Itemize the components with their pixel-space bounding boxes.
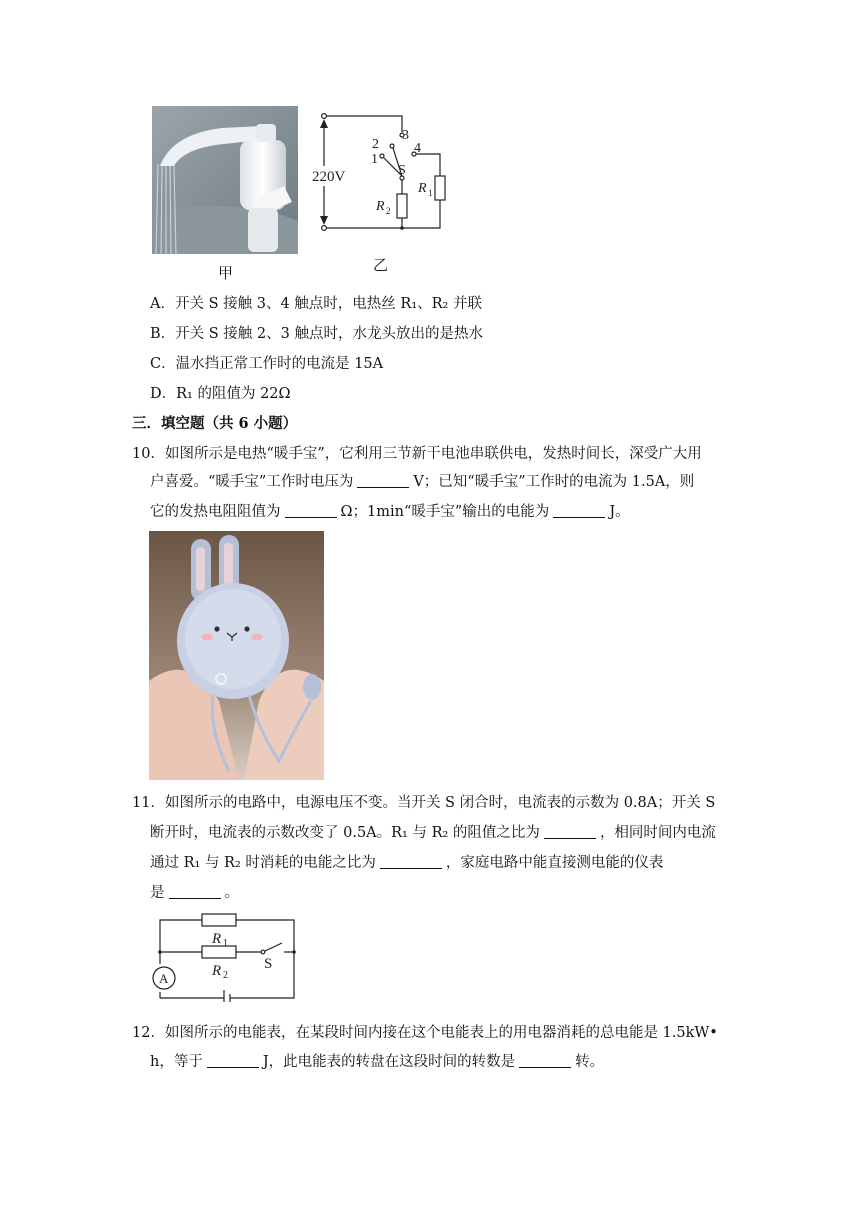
q12-line-2-text-b: J，此电能表的转盘在这段时间的转数是 (262, 1054, 516, 1070)
q12-line-2-text-a: h，等于 (150, 1054, 203, 1070)
figure-a-caption: 甲 (218, 264, 234, 282)
q10-line-3-text-a: 它的发热电阻阻值为 (150, 504, 281, 520)
answer-blank[interactable] (380, 854, 442, 869)
q10-line-3 (150, 502, 630, 522)
answer-blank[interactable] (553, 503, 605, 518)
q9-option-b: B．开关 S 接触 2、3 触点时，水龙头放出的是热水 (150, 326, 483, 342)
voltage-label: 220V (312, 169, 346, 185)
terminal-2-label: 2 (372, 137, 379, 152)
answer-blank[interactable] (357, 473, 409, 488)
ammeter-label: A (159, 971, 169, 986)
faucet-circuit-diagram (312, 106, 460, 238)
terminal-1-label: 1 (371, 152, 378, 167)
answer-blank[interactable] (285, 503, 337, 518)
q11-line-4-text-a: 是 (150, 885, 165, 901)
r2-label: R (376, 199, 385, 214)
q10-line-1: 10．如图所示是电热“暖手宝”，它利用三节新干电池串联供电，发热时间长，深受广大用 (132, 446, 702, 462)
q9-option-d: D．R₁ 的阻值为 22Ω (150, 386, 291, 402)
terminal-4-label: 4 (414, 141, 421, 156)
q11-line-2-text-b: ，相同时间内电流 (599, 825, 716, 841)
q11-line-3-text-a: 通过 R₁ 与 R₂ 时消耗的电能之比为 (150, 855, 376, 871)
q11-line-3 (150, 853, 663, 873)
r2-subscript: 2 (386, 206, 391, 216)
answer-blank[interactable] (169, 884, 221, 899)
q11-circuit-diagram (148, 910, 300, 1002)
q10-line-2-text-a: 户喜爱。“暖手宝”工作时电压为 (150, 474, 354, 490)
q12-line-2 (150, 1052, 604, 1072)
q9-option-c: C．温水挡正常工作时的电流是 15A (150, 356, 384, 372)
terminal-3-label: 3 (402, 128, 409, 143)
faucet-photo (152, 106, 298, 254)
q10-line-2-text-b: V；已知“暖手宝”工作时的电流为 1.5A，则 (413, 474, 695, 490)
switch-label: S (398, 163, 406, 178)
q9-option-a: A．开关 S 接触 3、4 触点时，电热丝 R₁、R₂ 并联 (150, 296, 482, 312)
r1-label: R (418, 181, 427, 196)
q11-line-4-text-b: 。 (224, 885, 239, 901)
r1-subscript: 1 (223, 938, 228, 949)
r2-subscript: 2 (223, 970, 228, 981)
answer-blank[interactable] (544, 824, 596, 839)
hand-warmer-photo (149, 531, 324, 780)
q11-line-1: 11．如图所示的电路中，电源电压不变。当开关 S 闭合时，电流表的示数为 0.8A；开关 S (132, 795, 716, 811)
q10-line-3-text-c: J。 (609, 504, 630, 520)
q10-line-3-text-b: Ω；1min“暖手宝”输出的电能为 (340, 504, 550, 520)
q11-line-4 (150, 883, 239, 903)
q12-line-2-text-c: 转。 (575, 1054, 605, 1070)
answer-blank[interactable] (207, 1053, 259, 1068)
r1-subscript: 1 (428, 188, 433, 198)
q11-line-3-text-b: ，家庭电路中能直接测电能的仪表 (445, 855, 664, 871)
q11-line-2-text-a: 断开时，电流表的示数改变了 0.5A。R₁ 与 R₂ 的阻值之比为 (150, 825, 540, 841)
q11-line-2 (150, 823, 716, 843)
answer-blank[interactable] (519, 1053, 571, 1068)
q10-line-2 (150, 472, 694, 492)
section-heading: 三．填空题（共 6 小题） (132, 415, 298, 432)
r1-label: R (212, 931, 222, 947)
q12-line-1: 12．如图所示的电能表，在某段时间内接在这个电能表上的用电器消耗的总电能是 1.5kW• (132, 1025, 718, 1041)
figure-b-caption: 乙 (373, 256, 389, 274)
switch-label: S (264, 956, 273, 972)
r2-label: R (212, 963, 222, 979)
